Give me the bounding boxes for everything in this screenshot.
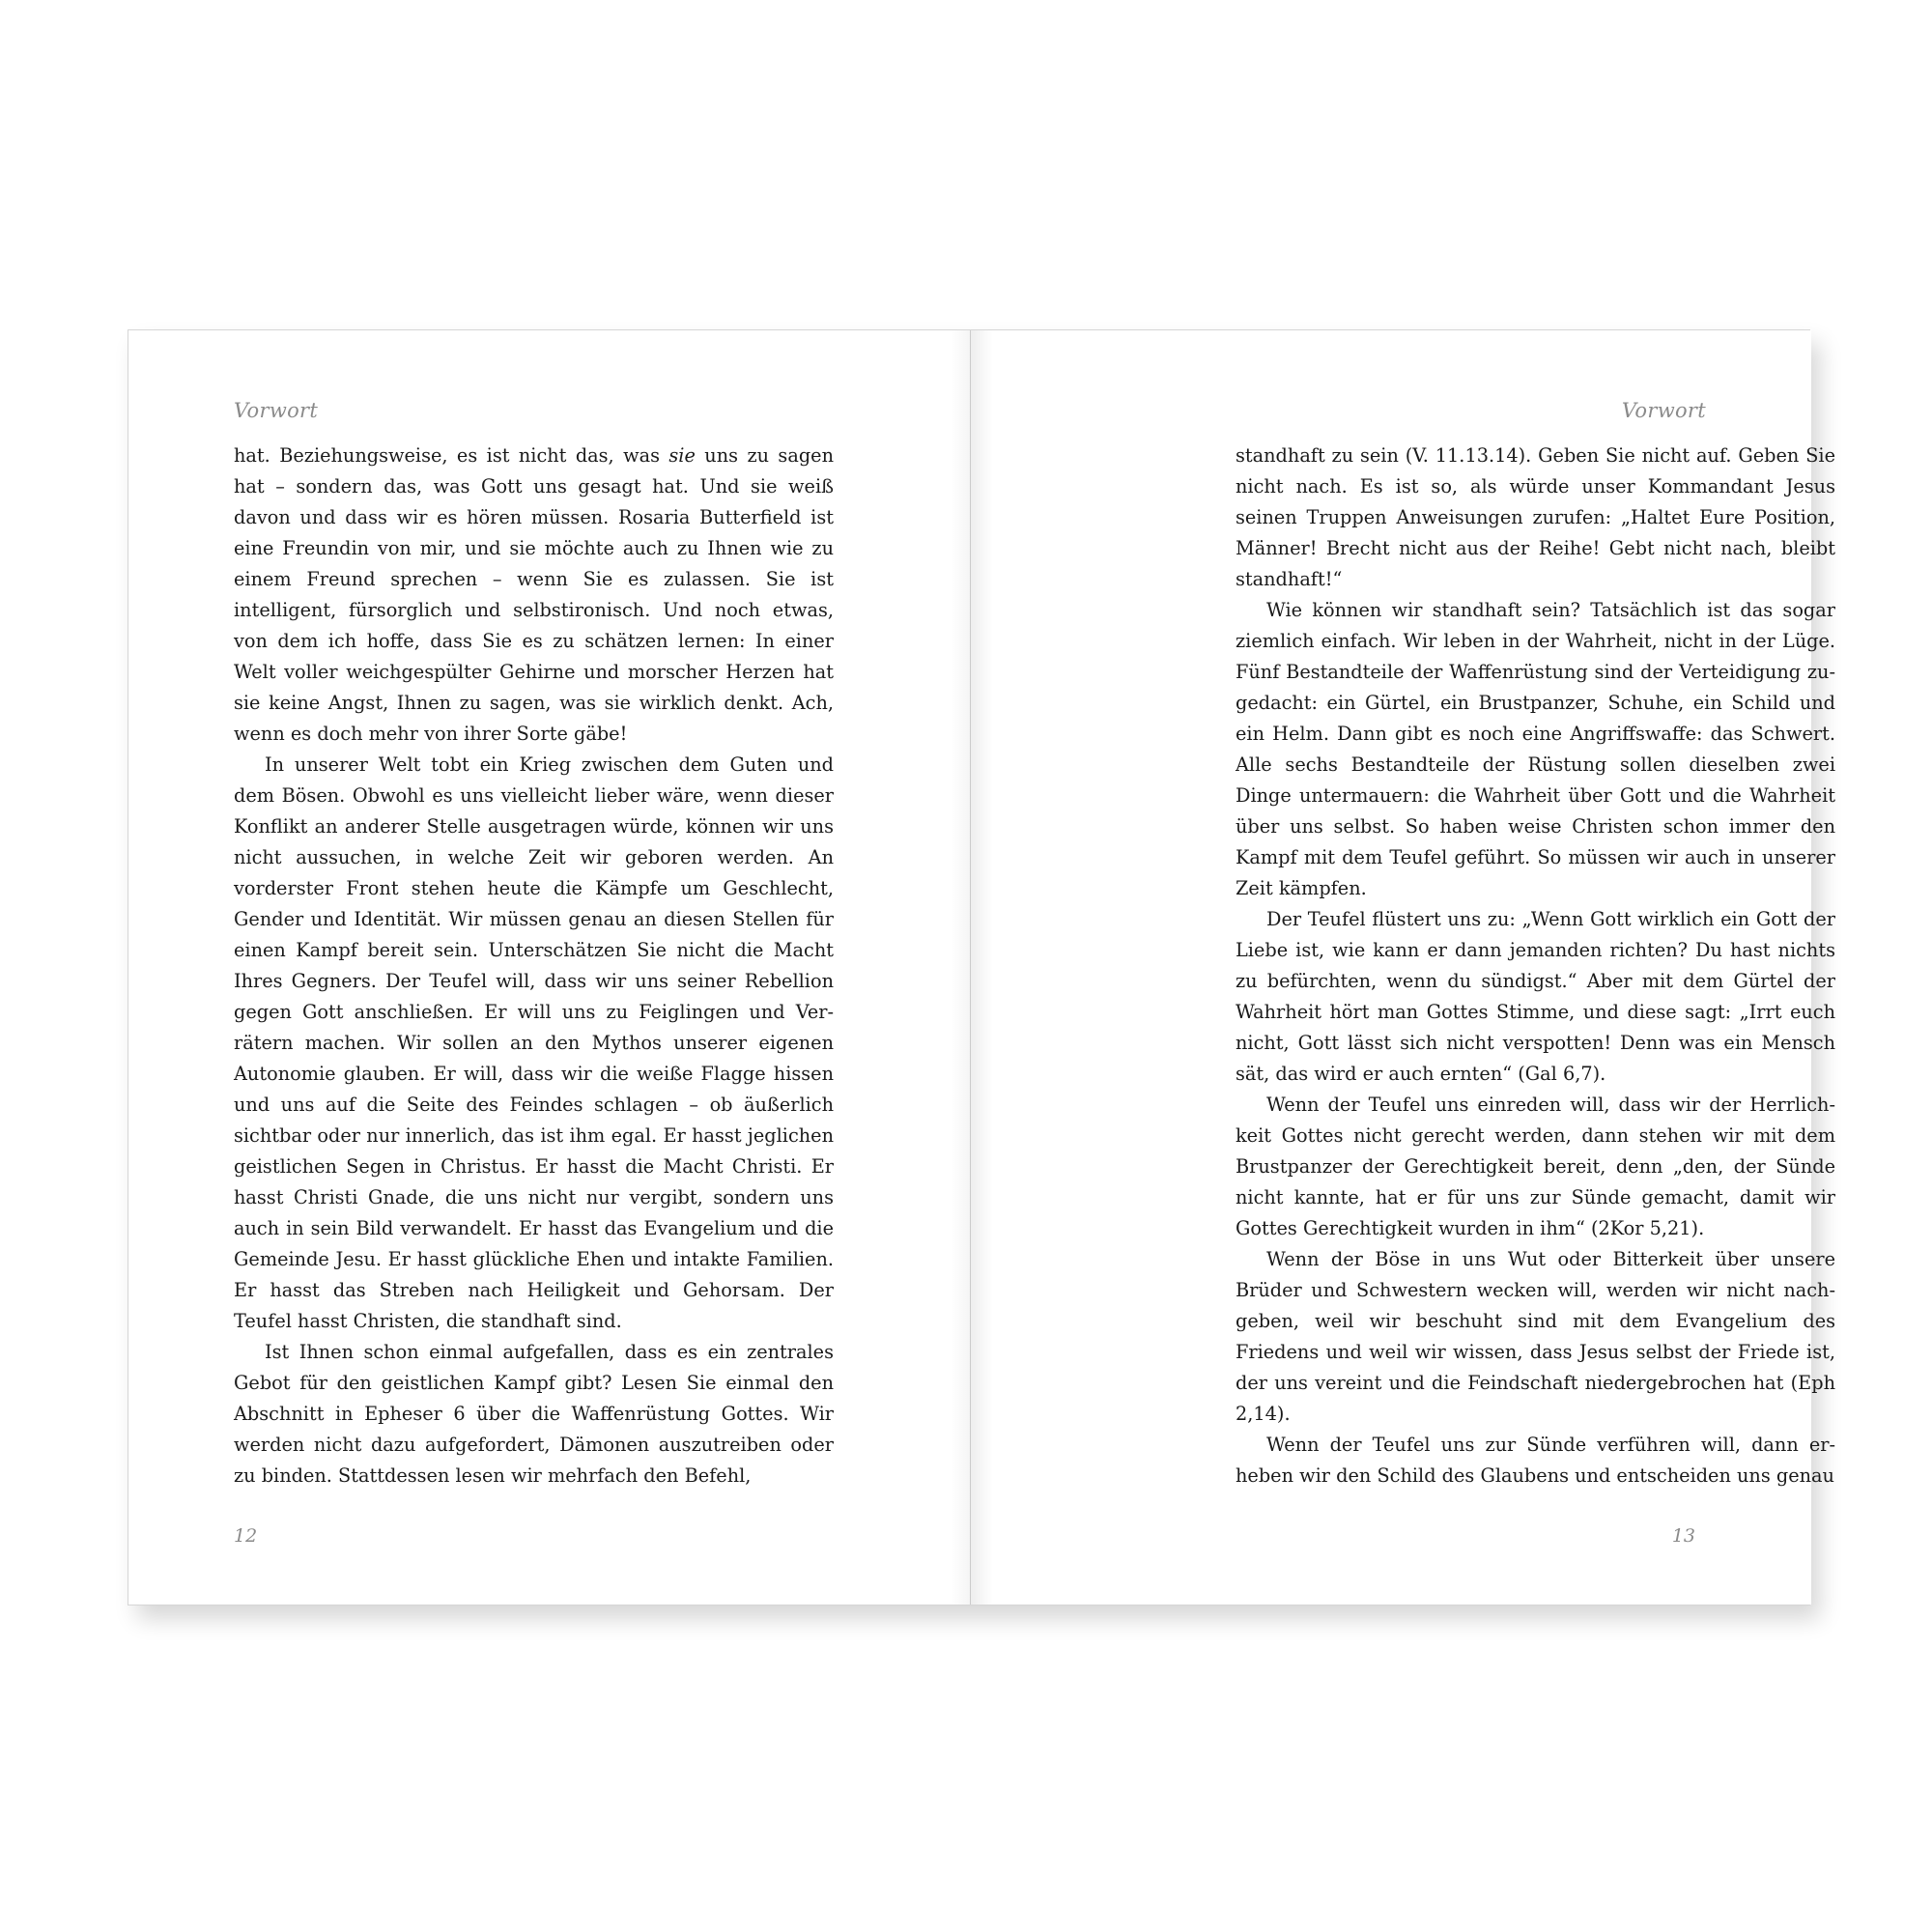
page-number-right: 13 — [1671, 1525, 1695, 1547]
book-spread — [128, 329, 1835, 1605]
left-page-body — [234, 440, 834, 1492]
emphasis: sie — [668, 444, 696, 467]
page-number-left: 12 — [234, 1525, 258, 1547]
running-head-right: Vorwort — [1621, 399, 1706, 422]
paragraph: standhaft zu sein (V. 11.13.14). Geben Sie nicht auf. Geben Sie nicht nach. Es ist so, als würde unser Kommandant Jesus seinen Truppen Anweisungen zurufen: „Haltet Eure Position, Männer! Brecht nicht aus der Reihe! Gebt nicht nach, bleibt standhaft!“ — [1236, 444, 1835, 590]
paragraph: Wie können wir standhaft sein? Tatsächlich ist das sogar ziemlich einfach. Wir leben in der Wahrheit, nicht in der Lüge. Fünf Bestandteile der Waffenrüstung sind der Verteidigung zugedacht: ein Gürtel, ein Brustpanzer, Schuhe, ein Schild und ein Helm. Dann gibt es noch eine Angriffswaffe: das Schwert. Alle sechs Bestandteile der Rüstung sollen dieselben zwei Dinge untermauern: die Wahrheit über Gott und die Wahrheit über uns selbst. So haben weise Christen schon immer den Kampf mit dem Teufel geführt. So müssen wir auch in unserer Zeit kämpfen. — [1236, 599, 1835, 899]
right-page-body — [1236, 440, 1835, 1492]
paragraph: Wenn der Teufel uns einreden will, dass wir der Herrlichkeit Gottes nicht gerecht werden, dann stehen wir mit dem Brustpanzer der Gerechtigkeit bereit, denn „den, der Sünde nicht kannte, hat er für uns zur Sünde gemacht, damit wir Gottes Gerechtigkeit wurden in ihm“ (2Kor 5,21). — [1236, 1094, 1835, 1239]
paragraph: In unserer Welt tobt ein Krieg zwischen dem Guten und dem Bösen. Obwohl es uns vielleicht lieber wäre, wenn dieser Konflikt an anderer Stelle ausgetragen würde, können wir uns nicht aussuchen, in welche Zeit wir geboren werden. An vorderster Front stehen heute die Kämpfe um Geschlecht, Gender und Identität. Wir müssen genau an diesen Stellen für einen Kampf bereit sein. Unterschätzen Sie nicht die Macht Ihres Gegners. Der Teufel will, dass wir uns seiner Rebellion gegen Gott anschließen. Er will uns zu Feiglingen und Verrätern machen. Wir sollen an den Mythos unserer eigenen Autonomie glauben. Er will, dass wir die weiße Flagge hissen und uns auf die Seite des Feindes schlagen – ob äußerlich sichtbar oder nur innerlich, das ist ihm egal. Er hasst jeglichen geistlichen Segen in Christus. Er hasst die Macht Christi. Er hasst Christi Gnade, die uns nicht nur vergibt, sondern uns auch in sein Bild verwandelt. Er hasst das Evangelium und die Gemeinde Jesu. Er hasst glückliche Ehen und intakte Familien. Er hasst das Streben nach Heiligkeit und Gehorsam. Der Teufel hasst Christen, die standhaft sind. — [234, 753, 834, 1332]
paragraph: Wenn der Teufel uns zur Sünde verführen will, dann erheben wir den Schild des Glaubens und entscheiden uns genau — [1236, 1434, 1835, 1487]
paragraph: Der Teufel flüstert uns zu: „Wenn Gott wirklich ein Gott der Liebe ist, wie kann er dann jemanden richten? Du hast nichts zu befürchten, wenn du sündigst.“ Aber mit dem Gürtel der Wahrheit hört man Gottes Stimme, und diese sagt: „Irrt euch nicht, Gott lässt sich nicht verspotten! Denn was ein Mensch sät, das wird er auch ernten“ (Gal 6,7). — [1236, 908, 1835, 1085]
left-page — [128, 330, 970, 1605]
running-head-left: Vorwort — [234, 399, 319, 422]
paragraph: hat. Beziehungsweise, es ist nicht das, was sie uns zu sagen hat – sondern das, was Gott uns gesagt hat. Und sie weiß davon und dass wir es hören müssen. Rosaria Butterfield ist eine Freundin von mir, und sie möchte auch zu Ihnen wie zu einem Freund sprechen – wenn Sie es zulassen. Sie ist intelligent, fürsorglich und selbstironisch. Und noch etwas, von dem ich hoffe, dass Sie es zu schätzen lernen: In einer Welt voller weichgespülter Gehirne und morscher Herzen hat sie keine Angst, Ihnen zu sagen, was sie wirklich denkt. Ach, wenn es doch mehr von ihrer Sorte gäbe! — [234, 444, 834, 745]
right-page — [970, 330, 1835, 1605]
paragraph: Ist Ihnen schon einmal aufgefallen, dass es ein zentrales Gebot für den geistlichen Kampf gibt? Lesen Sie einmal den Abschnitt in Epheser 6 über die Waffenrüstung Gottes. Wir werden nicht dazu aufgefordert, Dämonen auszutreiben oder zu binden. Stattdessen lesen wir mehrfach den Befehl, — [234, 1341, 834, 1487]
paragraph: Wenn der Böse in uns Wut oder Bitterkeit über unsere Brüder und Schwestern wecken will, werden wir nicht nachgeben, weil wir beschuht sind mit dem Evangelium des Friedens und weil wir wissen, dass Jesus selbst der Friede ist, der uns vereint und die Feindschaft niedergebrochen hat (Eph 2,14). — [1236, 1248, 1835, 1425]
